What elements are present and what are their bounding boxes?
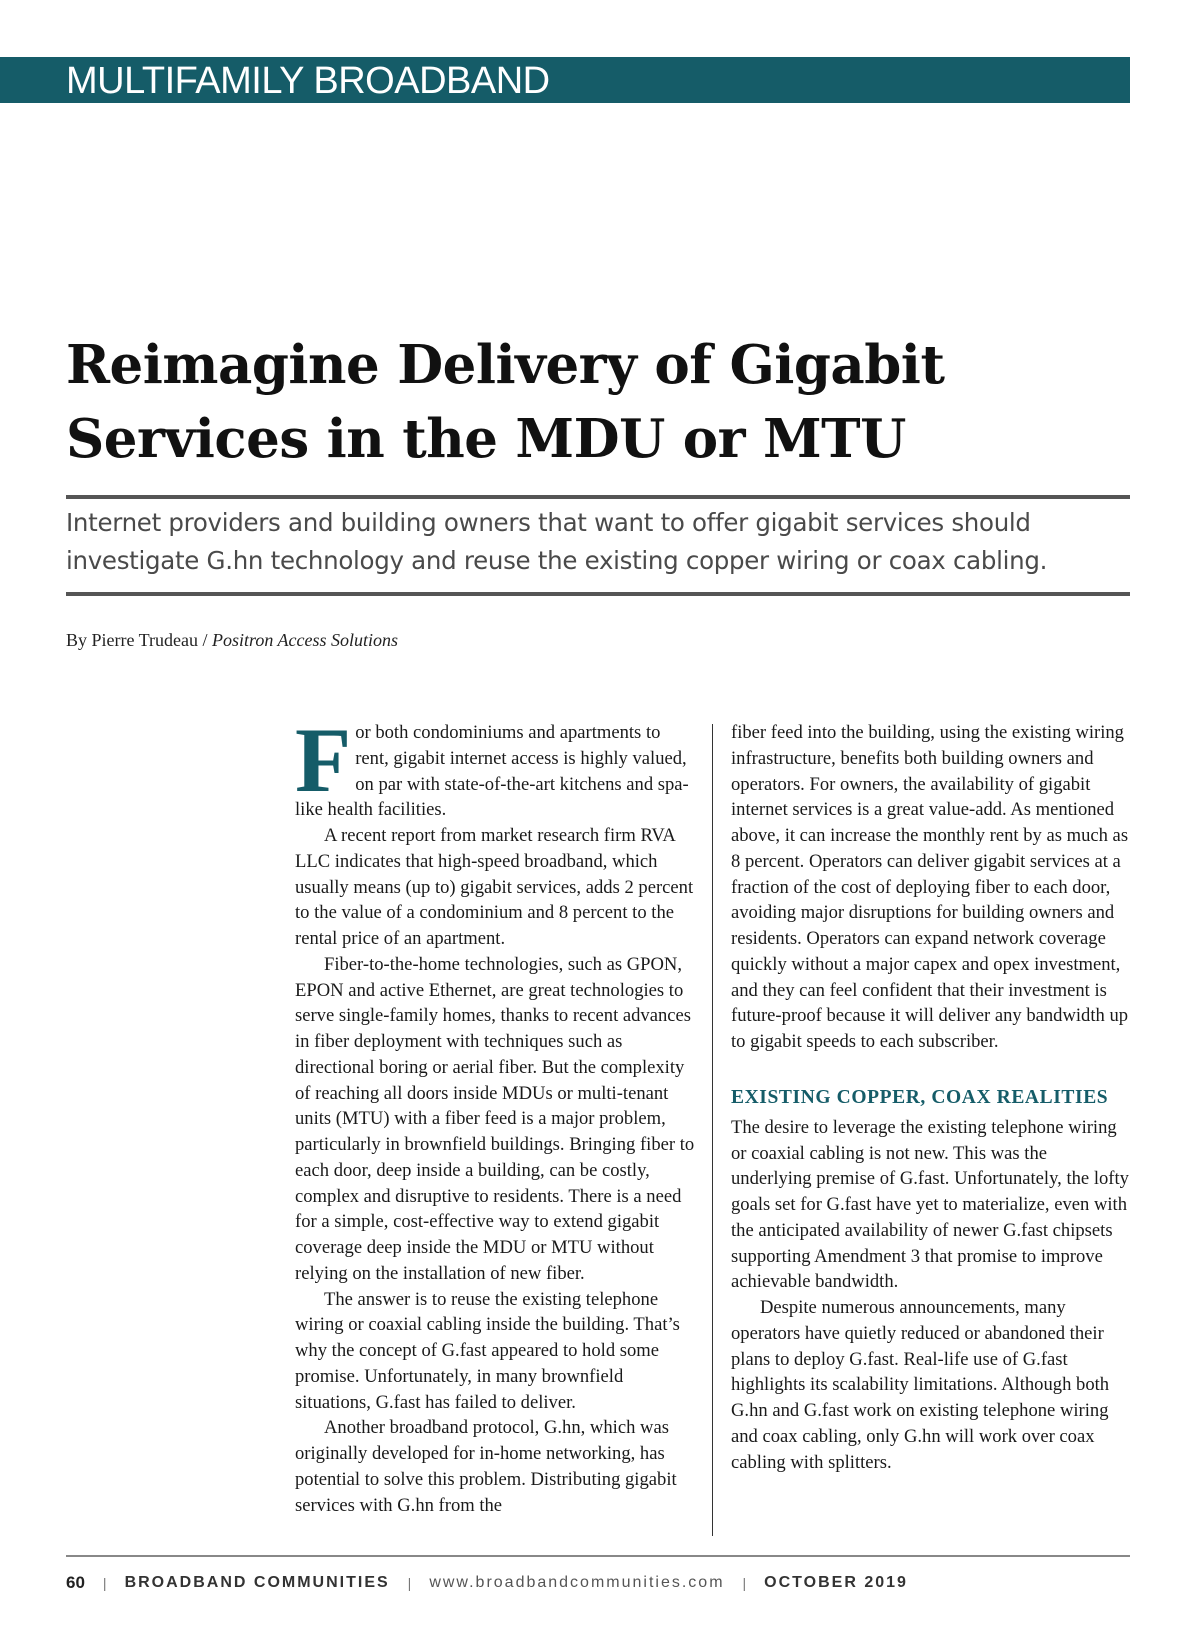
byline-author: By Pierre Trudeau /: [66, 630, 208, 650]
column-divider: [712, 724, 713, 1536]
article-subtitle: Internet providers and building owners that want to offer gigabit services should investigate G.hn technology and reuse the existing copper wiring or coax cabling.: [66, 508, 1048, 575]
paragraph: fiber feed into the building, using the existing wiring infrastructure, benefits both building owners and operators. For owners, the availability of gigabit internet services is a great value-add. As mentioned above, it can increase the monthly rent by as much as 8 percent. Operators can deliver gigabit services at a fraction of the cost of deploying fiber to each door, avoiding major disruptions for building owners and residents. Operators can expand network coverage quickly without a major capex and opex investment, and they can feel confident that their investment is future-proof because it will deliver any bandwidth up to gigabit speeds to each subscriber.: [731, 722, 1129, 1052]
footer-rule: [66, 1555, 1130, 1557]
publication-url: www.broadbandcommunities.com: [429, 1574, 725, 1591]
paragraph-text: or both condominiums and apartments to rent, gigabit internet access is highly valued, on par with state-of-the-art kitchens and spa-like health facilities.: [295, 722, 689, 821]
issue-date: OCTOBER 2019: [764, 1574, 908, 1591]
title-rule: [66, 495, 1130, 499]
paragraph: The desire to leverage the existing telephone wiring or coaxial cabling is not new. This was the underlying premise of G.fast. Unfortunately, the lofty goals set for G.fast have yet to materialize, even with the anticipated availability of newer G.fast chipsets supporting Amendment 3 that promise to improve achievable bandwidth.: [731, 1116, 1129, 1293]
page-footer: [66, 1573, 908, 1593]
paragraph: Despite numerous announcements, many operators have quietly reduced or abandoned their plans to deploy G.fast. Real-life use of G.fast highlights its scalability limitations. Although both G.hn and G.fast work on existing telephone wiring and coax cabling, only G.hn will work over coax cabling with splitters.: [731, 1297, 1110, 1473]
article-column-left: [295, 709, 695, 1518]
article-title: Reimagine Delivery of Gigabit Services in the MDU or MTU: [66, 334, 945, 470]
paragraph: The answer is to reuse the existing telephone wiring or coaxial cabling inside the building. That’s why the concept of G.fast appeared to hold some promise. Unfortunately, in many brownfield situations, G.fast has failed to deliver.: [295, 1288, 680, 1413]
section-banner: [0, 57, 1130, 103]
publication-name: BROADBAND COMMUNITIES: [124, 1574, 390, 1591]
paragraph: Fiber-to-the-home technologies, such as GPON, EPON and active Ethernet, are great technologies to serve single-family homes, thanks to recent advances in fiber deployment with techniques such as directional boring or aerial fiber. But the complexity of reaching all doors inside MDUs or multi-tenant units (MTU) with a fiber feed is a major problem, particularly in brownfield buildings. Bringing fiber to each door, deep inside a building, can be costly, complex and disruptive to residents. There is a need for a simple, cost-effective way to extend gigabit coverage deep inside the MDU or MTU without relying on the installation of new fiber.: [295, 953, 695, 1284]
footer-separator: |: [102, 1575, 107, 1591]
drop-cap: F: [295, 709, 352, 811]
footer-separator: |: [742, 1575, 747, 1591]
byline-organization: Positron Access Solutions: [212, 630, 398, 650]
section-heading: EXISTING COPPER, COAX REALITIES: [731, 1086, 1109, 1108]
section-label: MULTIFAMILY BROADBAND: [66, 60, 550, 102]
subtitle-rule: [66, 592, 1130, 596]
article-column-right: [731, 720, 1131, 1475]
paragraph: A recent report from market research firm RVA LLC indicates that high-speed broadband, which usually means (up to) gigabit services, adds 2 percent to the value of a condominium and 8 percent to the rental price of an apartment.: [295, 825, 694, 949]
paragraph: [295, 709, 695, 823]
page-number: 60: [66, 1573, 85, 1592]
footer-separator: |: [407, 1575, 412, 1591]
byline: [66, 630, 398, 651]
paragraph: Another broadband protocol, G.hn, which was originally developed for in-home networking, has potential to solve this problem. Distributing gigabit services with G.hn from the: [295, 1417, 677, 1516]
